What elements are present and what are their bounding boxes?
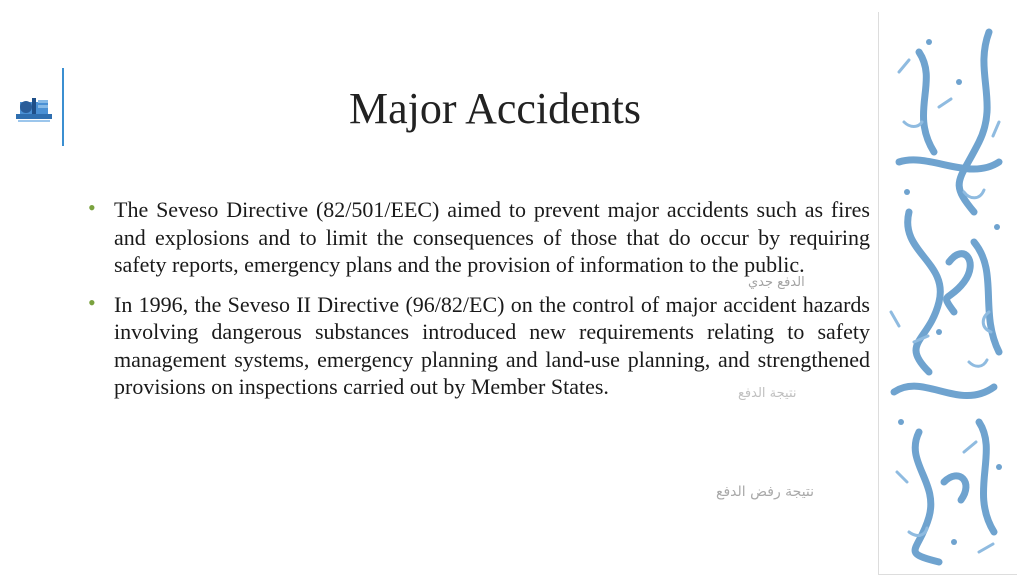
bullet-item xyxy=(88,196,870,279)
slide-title: Major Accidents xyxy=(348,84,642,133)
watermark-text: الدفع جدي xyxy=(748,275,805,290)
logo-divider xyxy=(62,68,64,146)
calligraphy-panel xyxy=(878,12,1017,575)
bullet-marker: • xyxy=(88,195,96,220)
bullet-text: In 1996, the Seveso II Directive (96/82/EC) on the control of major accident hazards involving dangerous substances introduced new requirements relating to safety management systems, emergency planning and land-use planning, and strengthened provisions on inspections carried out by Member States. xyxy=(114,291,870,399)
bullet-list xyxy=(88,196,870,413)
watermark-text: نتيجة رفض الدفع xyxy=(716,484,815,500)
watermark-text: نتيجة الدفع xyxy=(738,386,797,401)
arabic-calligraphy-art-icon xyxy=(879,12,1017,574)
university-logo-icon xyxy=(14,92,54,126)
bullet-text: The Seveso Directive (82/501/EEC) aimed to prevent major accidents such as fires and explosions and to limit the consequences of those that do occur by requiring safety reports, emergency plans and the provision of information to the public. xyxy=(114,197,870,277)
bullet-item xyxy=(88,291,870,401)
bullet-marker: • xyxy=(88,289,96,315)
